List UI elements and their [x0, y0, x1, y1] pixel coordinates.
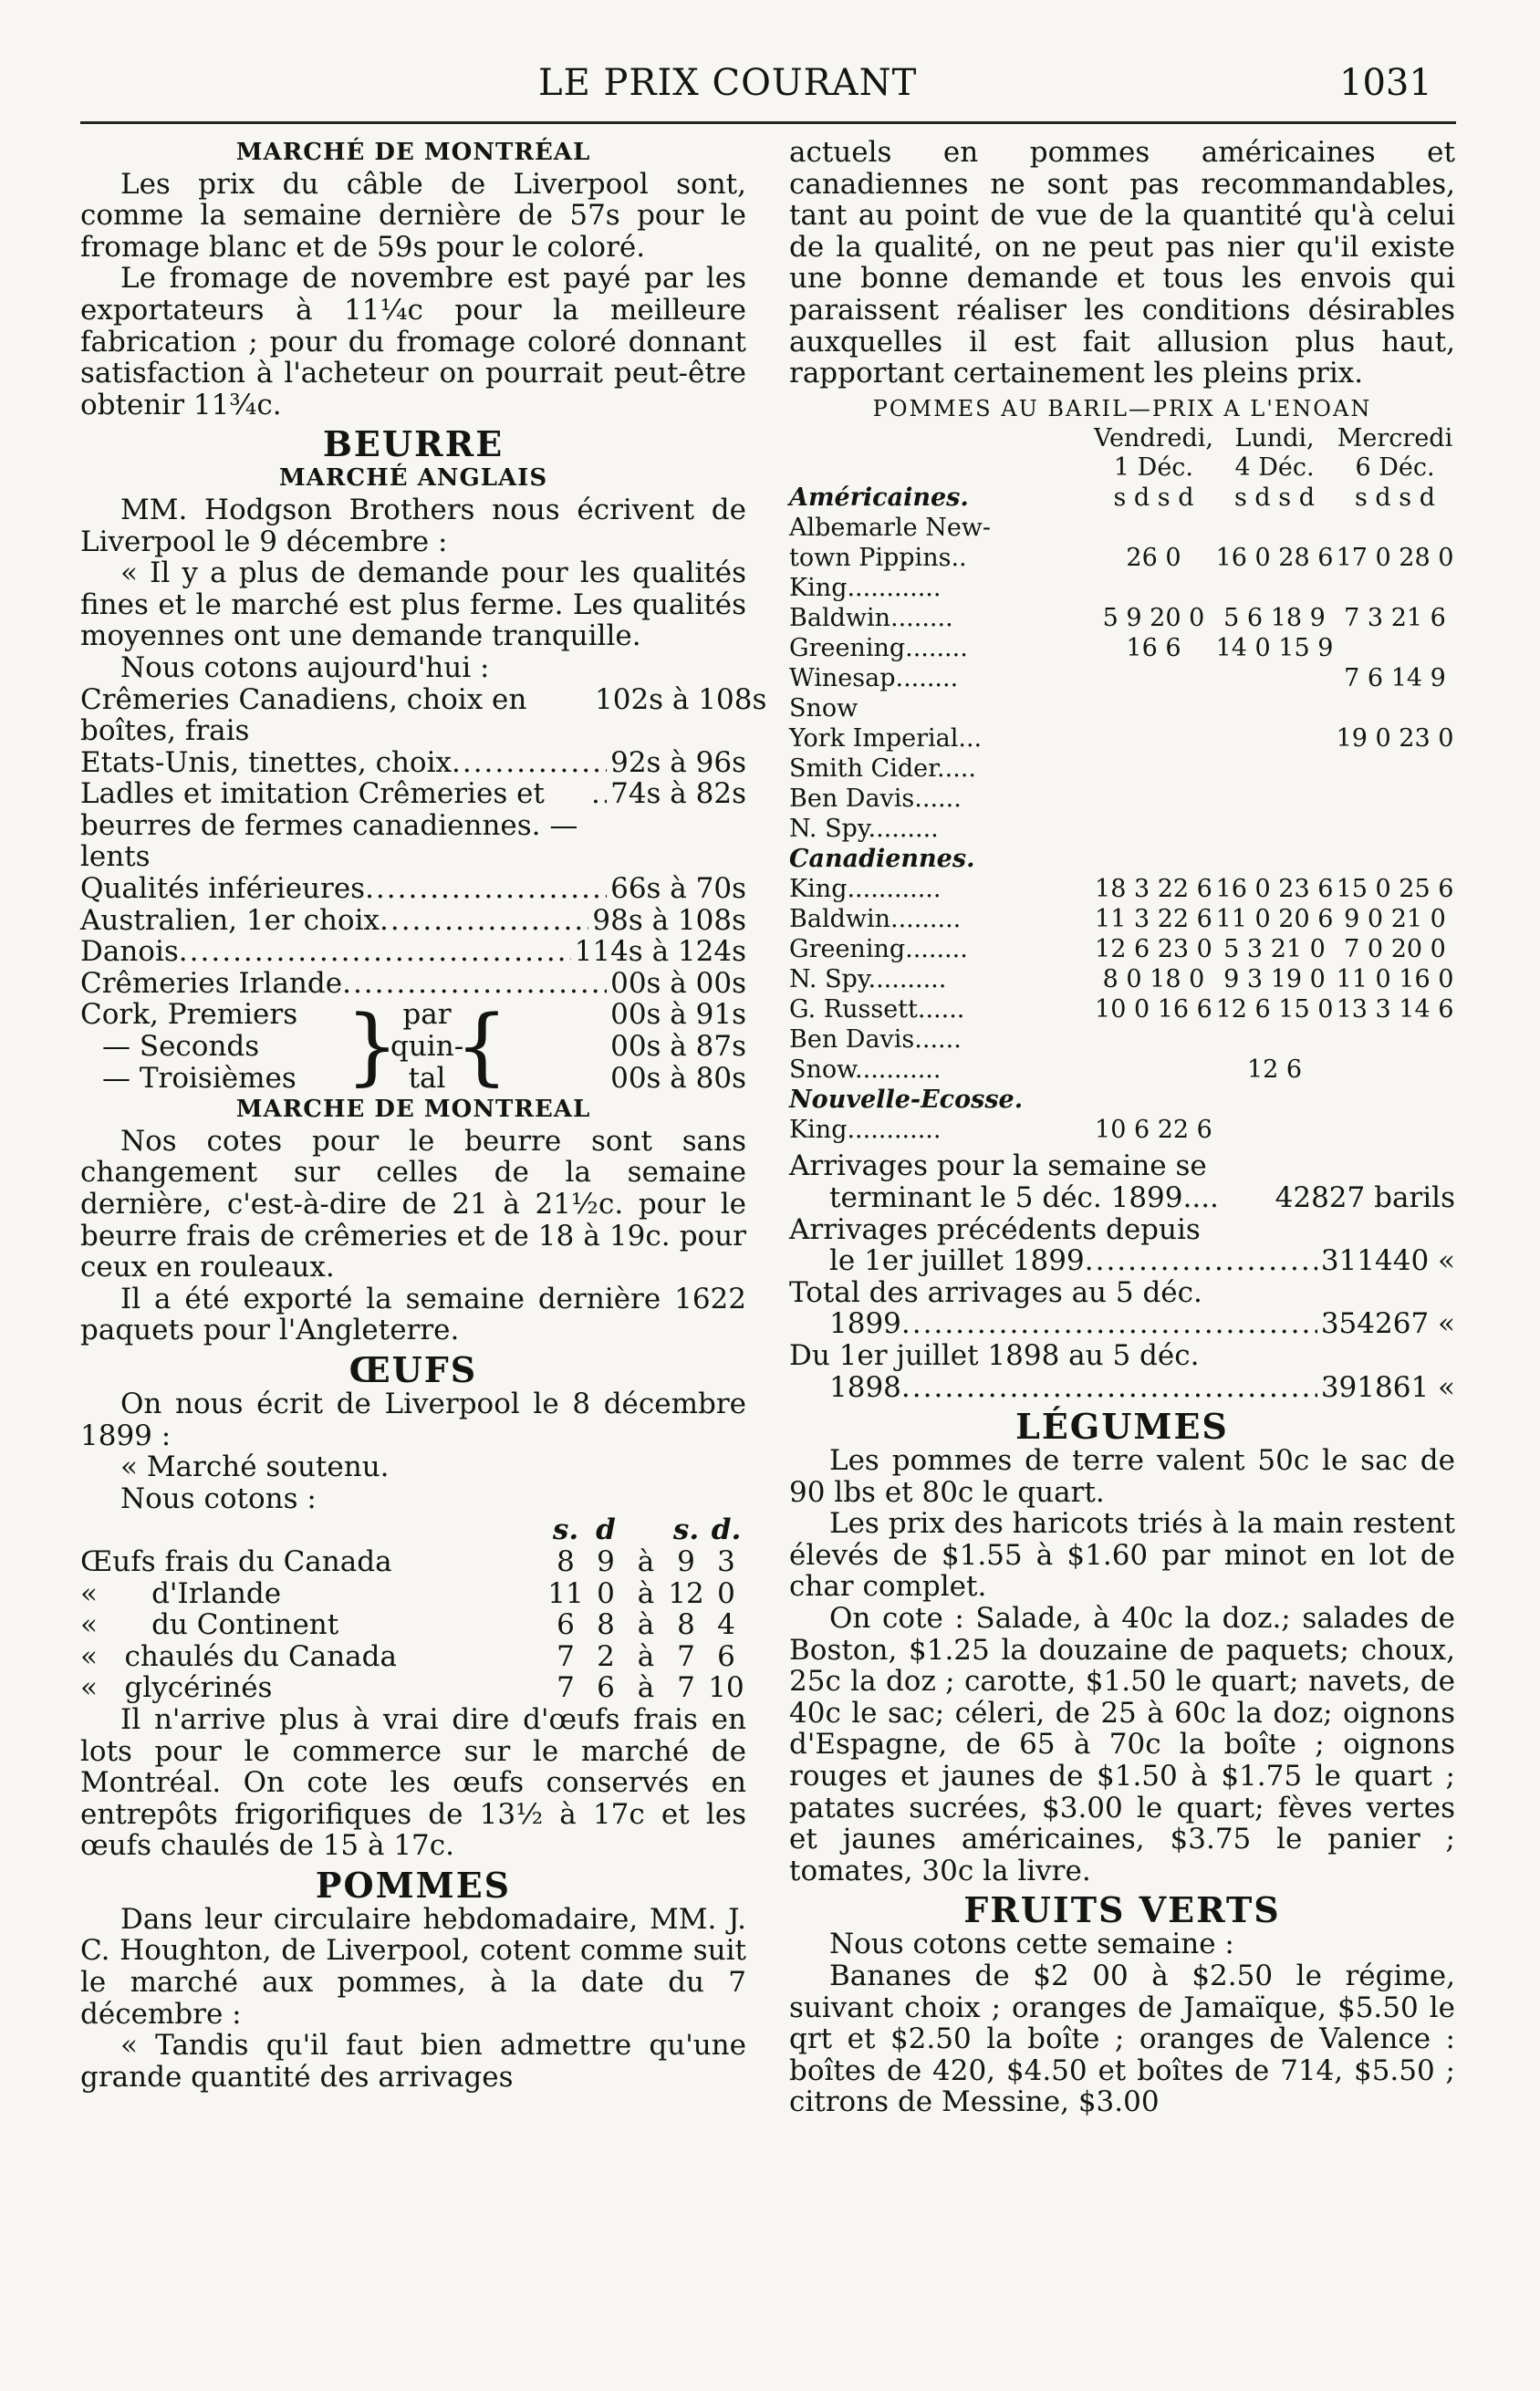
- table-row: Smith Cider.....: [789, 754, 976, 784]
- table-row: Baldwin......... 11 3 22 6 11 0 20 6 9 0 21 0: [789, 905, 1446, 934]
- right-column: [789, 137, 1455, 2118]
- arrivals-line: le 1er juillet 1899 ..... 311440 «: [789, 1245, 1455, 1277]
- table-row: King............: [789, 574, 942, 603]
- arrivals-line: 1899 ..... 354267 «: [789, 1308, 1455, 1340]
- vegetables-paragraph-1: Les pommes de terre valent 50c le sac de 90 lbs et 80c le quart.: [789, 1444, 1455, 1509]
- table-row: G. Russett...... 10 0 16 6 12 6 15 0 13 3 14 6: [789, 995, 1454, 1024]
- cork-item-name: — Troisièmes: [102, 1061, 297, 1095]
- apples-price-table: [789, 424, 1455, 1145]
- cheese-paragraph-1: Les prix du câble de Liverpool sont, comme la semaine dernière de 57s pour le fromage blanc et de 59s pour le coloré.: [80, 167, 746, 264]
- butter-price-row: Australien, 1er choix ..... 98s à 108s: [80, 905, 746, 937]
- apples-section-label: Nouvelle-Ecosse.: [789, 1086, 1024, 1115]
- table-row: Albemarle New-: [789, 514, 992, 543]
- table-row: « du Continent 6 8 à 8 4: [80, 1608, 735, 1642]
- table-row: town Pippins.. 26 0 16 0 28 6 17 0 28 0: [789, 544, 1454, 573]
- arrivals-line: Total des arrivages au 5 déc.: [789, 1275, 1202, 1309]
- eggs-heading: ŒUFS: [349, 1348, 478, 1390]
- eggs-paragraph-3: Nous cotons :: [120, 1481, 317, 1515]
- butter-price-row: Ladles et imitation Crêmeries et beurres de fermes canadiennes. — lents ..... 74s à 82s: [80, 778, 746, 873]
- journal-title: LE PRIX COURANT: [538, 62, 918, 104]
- montreal-butter-heading: MARCHE DE MONTREAL: [235, 1096, 591, 1124]
- table-row: Greening........ 16 6 14 0 15 9: [789, 634, 1334, 663]
- apples-continuation: actuels en pommes américaines et canadiennes ne sont pas recommandables, tant au point de vue de la quantité qu'à celui de la qualité, on ne peut pas nier qu'il existe une bonne demande et tous les envois qui paraissent réaliser les conditions désirables auxquelles il est fait allusion plus haut, rapportant certainement les pleins prix.: [789, 136, 1455, 390]
- fruits-paragraph-1: Nous cotons cette semaine :: [829, 1928, 1234, 1961]
- eggs-paragraph-2: « Marché soutenu.: [120, 1450, 390, 1484]
- cheese-paragraph-2: Le fromage de novembre est payé par les exportateurs à 11¼c pour la meilleure fabrication ; pour du fromage coloré donnant satisfaction à l'acheteur on pourrait peut-être obtenir 11¾c.: [80, 262, 746, 421]
- montreal-butter-paragraph-2: Il a été exporté la semaine dernière 1622 paquets pour l'Angleterre.: [80, 1282, 746, 1347]
- butter-price-row: Crêmeries Irlande ..... 00s à 00s: [80, 968, 746, 1000]
- page-number: 1031: [1339, 62, 1432, 104]
- cork-item-price: 00s à 87s: [610, 1030, 746, 1064]
- table-row: Winesap........ 7 6 14 9: [789, 664, 1446, 693]
- eggs-paragraph-1: On nous écrit de Liverpool le 8 décembre 1899 :: [80, 1387, 746, 1452]
- arrivals-line: terminant le 5 déc. 1899.... 42827 barils: [829, 1180, 1455, 1214]
- table-row: N. Spy.......... 8 0 18 0 9 3 19 0 11 0 16 0: [789, 965, 1454, 994]
- table-row: Greening........ 12 6 23 0 5 3 21 0 7 0 20 0: [789, 935, 1446, 964]
- left-column: [80, 137, 767, 2094]
- butter-paragraph-2: « Il y a plus de demande pour les qualités fines et le marché est plus ferme. Les qualités moyennes ont une demande tranquille.: [80, 556, 746, 653]
- english-market-heading: MARCHÉ ANGLAIS: [278, 464, 548, 493]
- butter-price-row: Etats-Unis, tinettes, choix ..... 92s à 96s: [80, 747, 746, 779]
- butter-paragraph-3: Nous cotons aujourd'hui :: [120, 650, 490, 684]
- apples-units-row: Américaines. s d s d s d s d s d s d: [789, 483, 1436, 513]
- table-row: King............ 10 6 22 6: [789, 1116, 1212, 1145]
- bracket-word: par: [402, 998, 452, 1032]
- eggs-price-table: [80, 1514, 746, 1704]
- table-row: N. Spy.........: [789, 815, 939, 844]
- header-rule: [80, 121, 1456, 124]
- apples-days-row: Vendredi, Lundi, Mercredi: [1093, 424, 1453, 453]
- apples-paragraph-2: « Tandis qu'il faut bien admettre qu'une grande quantité des arrivages: [80, 2029, 746, 2094]
- bracket-word: tal: [408, 1061, 446, 1095]
- table-row: Snow........... 12 6: [789, 1055, 1303, 1085]
- table-row: King............ 18 3 22 6 16 0 23 6 15 0 25 6: [789, 875, 1454, 904]
- bracket-word: quin-: [390, 1030, 464, 1064]
- arrivals-line: Arrivages précédents depuis: [789, 1212, 1201, 1246]
- butter-price-row: Qualités inférieures ..... 66s à 70s: [80, 873, 746, 905]
- left-brace-icon: {: [454, 997, 509, 1096]
- table-row: Ben Davis......: [789, 1025, 962, 1055]
- table-row: Baldwin........ 5 9 20 0 5 6 18 9 7 3 21 6: [789, 604, 1446, 633]
- cork-item-name: — Seconds: [102, 1030, 260, 1064]
- vegetables-paragraph-2: Les prix des haricots triés à la main restent élevés de $1.55 à $1.60 par minot en lot de char complet.: [789, 1507, 1455, 1604]
- cork-item-name: Cork, Premiers: [80, 998, 298, 1032]
- apples-dates-row: 1 Déc. 4 Déc. 6 Déc.: [1113, 453, 1435, 483]
- table-row: « chaulés du Canada 7 2 à 7 6: [80, 1639, 735, 1673]
- apples-heading: POMMES: [315, 1864, 512, 1906]
- butter-paragraph-1: MM. Hodgson Brothers nous écrivent de Liverpool le 9 décembre :: [80, 493, 746, 558]
- vegetables-heading: LÉGUMES: [1015, 1406, 1229, 1448]
- vegetables-paragraph-3: On cote : Salade, à 40c la doz.; salades de Boston, $1.25 la douzaine de paquets; choux, 25c la doz ; carotte, $1.50 le quart; navets, de 40c le sac; céleri, de 25 à 60c la doz; oignons d'Espagne, de 65 à 70c la boîte ; oignons rouges et jaunes de $1.50 à $1.75 le quart ; patates sucrées, $3.00 le quart; fèves vertes et jaunes américaines, $3.75 le panier ; tomates, 30c la livre.: [789, 1602, 1455, 1887]
- montreal-butter-paragraph-1: Nos cotes pour le beurre sont sans changement sur celles de la semaine dernière, c'est-à-dire de 21 à 21½c. pour le beurre frais de crêmeries et de 18 à 19c. pour ceux en rouleaux.: [80, 1124, 746, 1284]
- cork-bracket-block: [80, 999, 746, 1094]
- fruits-paragraph-2: Bananes de $2 00 à $2.50 le régime, suivant choix ; oranges de Jamaïque, $5.50 le qrt et $2.50 la boîte ; oranges de Valence : boîtes de 420, $4.50 et boîtes de 714, $5.50 ; citrons de Messine, $3.00: [789, 1960, 1455, 2119]
- arrivals-line: Arrivages pour la semaine se: [789, 1149, 1207, 1183]
- apples-paragraph-1: Dans leur circulaire hebdomadaire, MM. J. C. Houghton, de Liverpool, cotent comme suit le marché aux pommes, à la date du 7 décembre :: [80, 1902, 746, 2031]
- fruits-heading: FRUITS VERTS: [963, 1889, 1281, 1931]
- montreal-cheese-heading: MARCHÉ DE MONTRÉAL: [235, 139, 591, 166]
- arrivals-line: 1898 ..... 391861 «: [789, 1372, 1455, 1404]
- butter-heading: BEURRE: [322, 423, 505, 465]
- table-row: Snow: [789, 694, 858, 723]
- arrivals-block: [789, 1150, 1455, 1403]
- table-row: Ben Davis......: [789, 785, 962, 814]
- table-row: Œufs frais du Canada 8 9 à 9 3: [80, 1544, 735, 1578]
- arrivals-line: Du 1er juillet 1898 au 5 déc.: [789, 1338, 1200, 1372]
- apples-table-heading: POMMES AU BARIL—PRIX A L'ENOAN: [872, 395, 1372, 421]
- table-row: « glycérinés 7 6 à 7 10: [80, 1671, 744, 1705]
- page-header: [0, 55, 1540, 106]
- butter-price-row: Crêmeries Canadiens, choix en boîtes, frais 102s à 108s: [80, 682, 767, 748]
- apples-section-label: Canadiennes.: [789, 845, 975, 874]
- table-row: York Imperial... 19 0 23 0: [789, 724, 1454, 754]
- right-brace-icon: }: [345, 997, 400, 1096]
- cork-item-price: 00s à 80s: [610, 1061, 746, 1095]
- eggs-units-row: s. d s. d.: [552, 1513, 742, 1547]
- cork-item-price: 00s à 91s: [610, 998, 746, 1032]
- eggs-paragraph-4: Il n'arrive plus à vrai dire d'œufs frais en lots pour le commerce sur le marché de Montréal. On cote les œufs conservés en entrepôts frigorifiques de 13½ à 17c et les œufs chaulés de 15 à 17c.: [80, 1702, 746, 1863]
- butter-price-row: Danois ..... 114s à 124s: [80, 936, 746, 968]
- table-row: « d'Irlande 11 0 à 12 0: [80, 1576, 735, 1610]
